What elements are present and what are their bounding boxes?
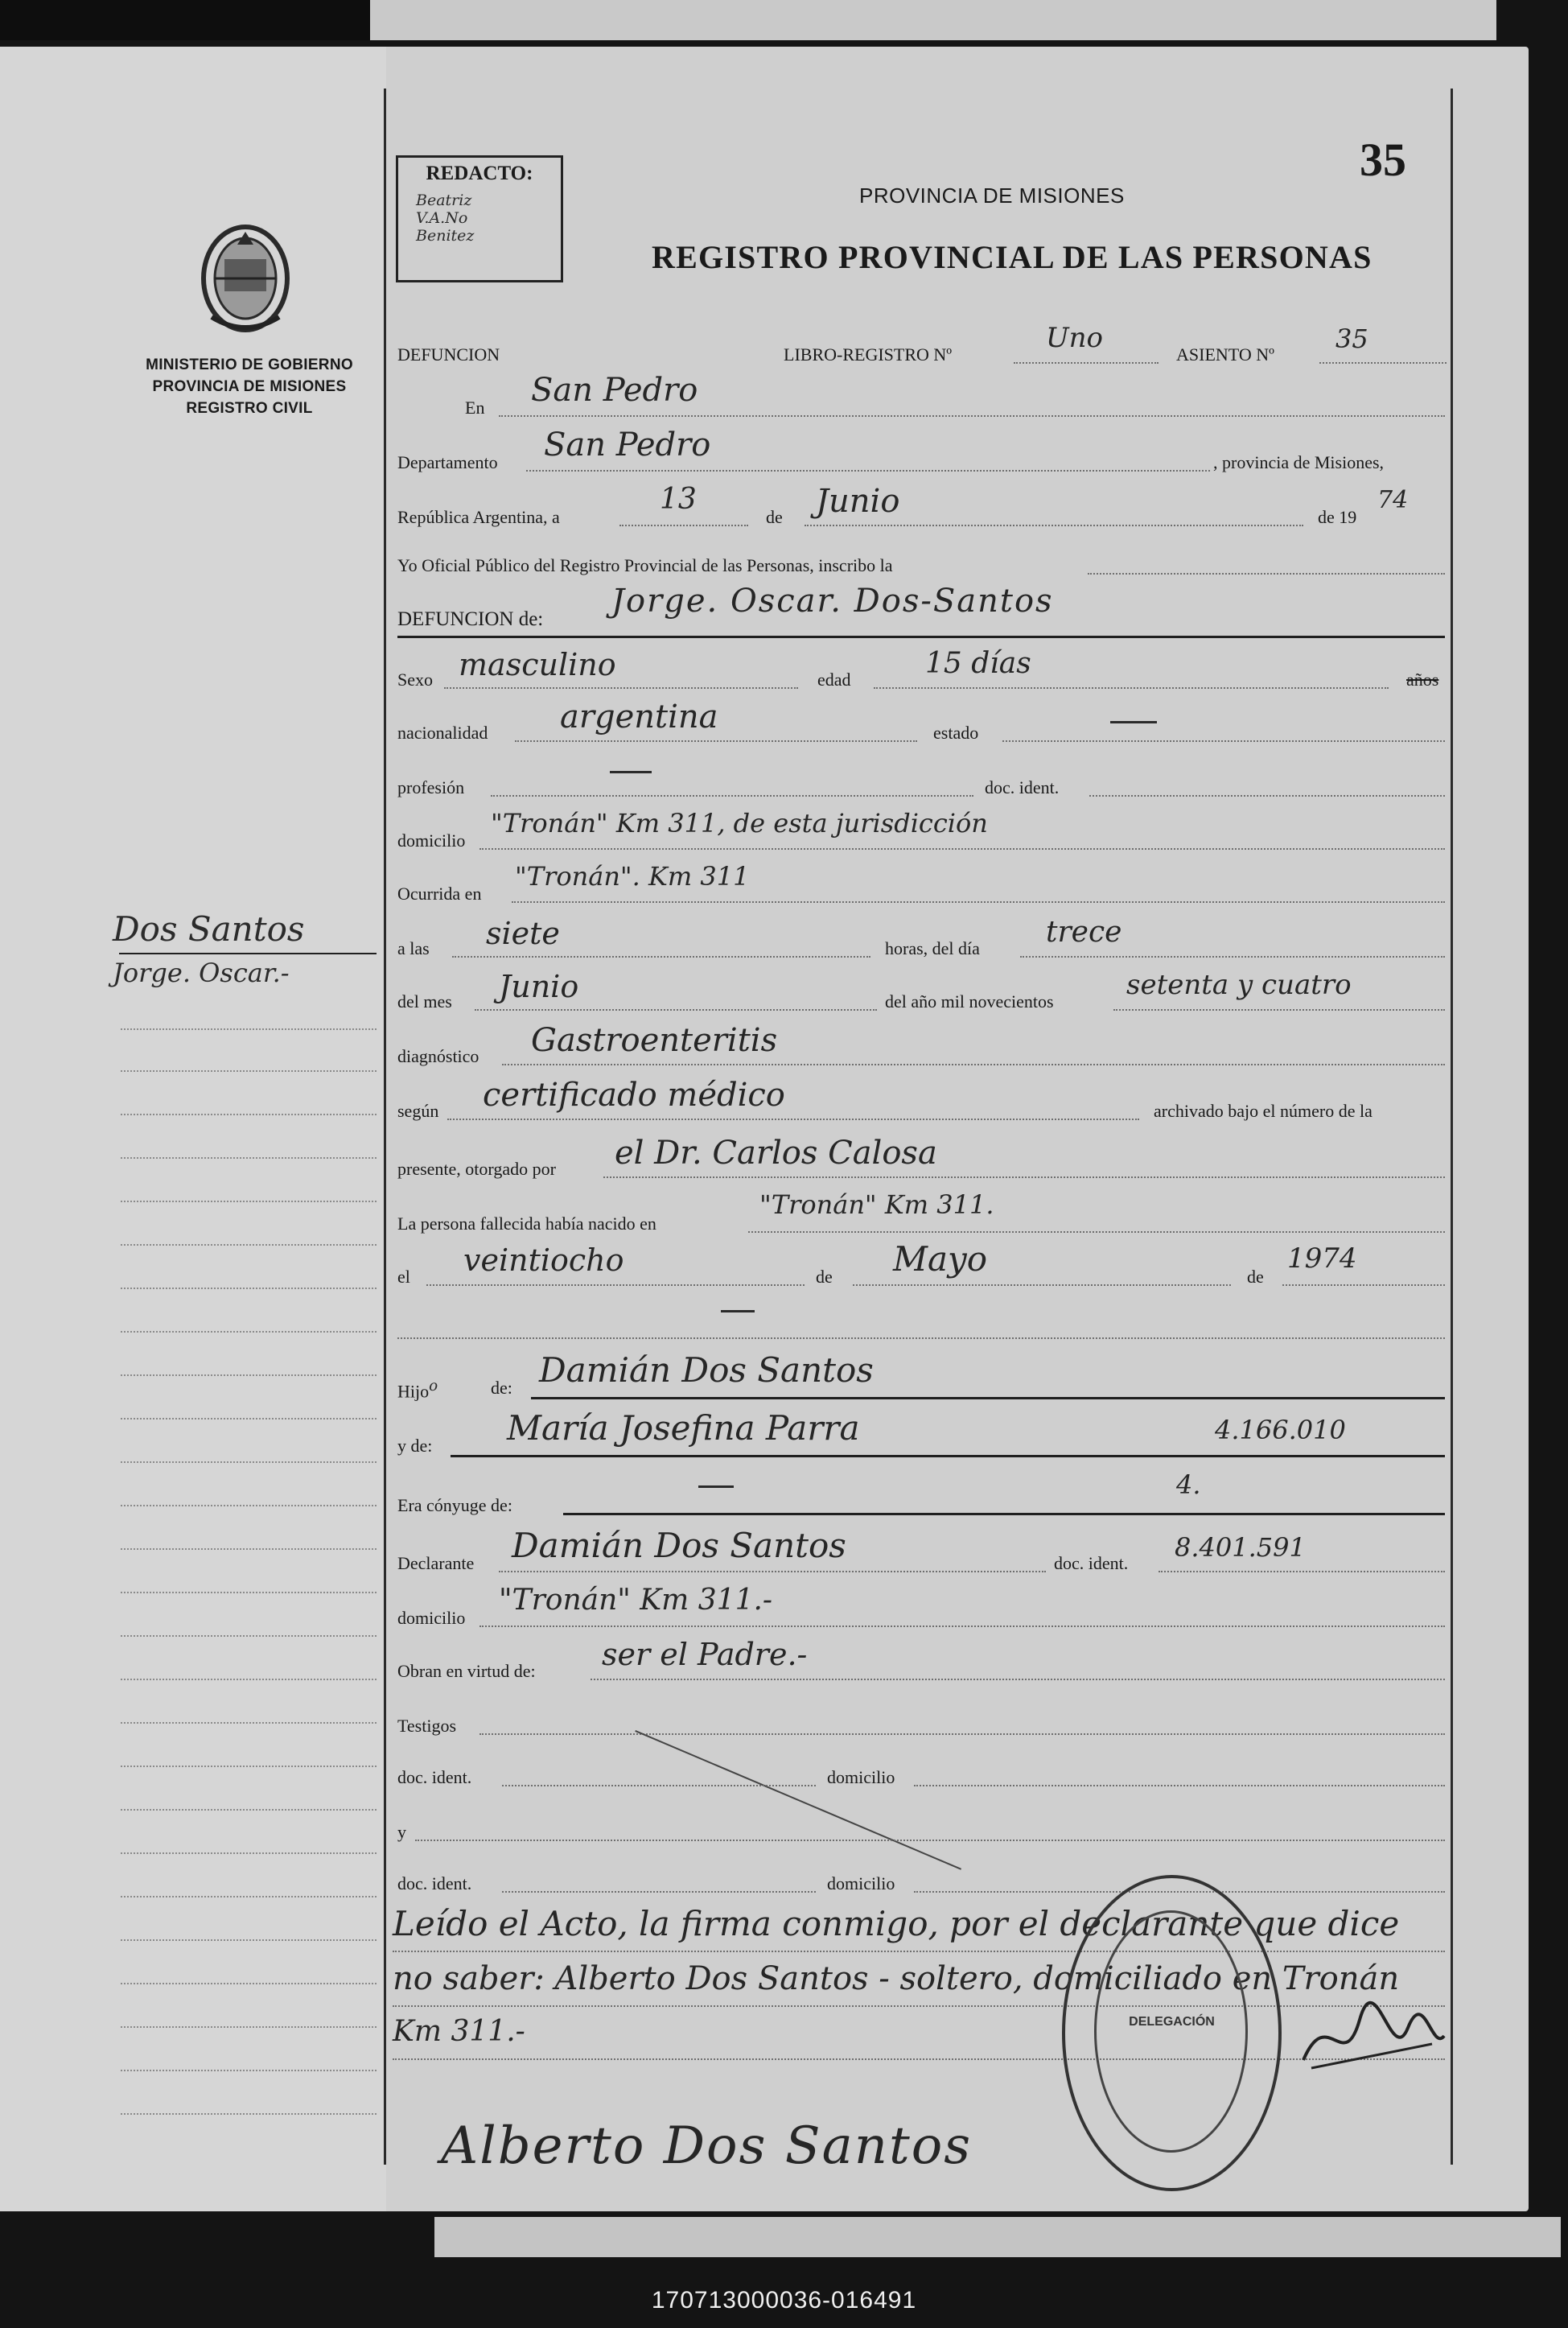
margin-rule [121,2113,377,2115]
en-value: San Pedro [531,372,698,409]
margin-rule [121,1983,377,1984]
oficial-dots [1088,573,1445,575]
departamento-value: San Pedro [544,426,711,464]
libro-dots [1014,362,1159,364]
anos-label: años [1406,670,1439,690]
deceased-name: Jorge. Oscar. Dos-Santos [611,583,1054,620]
margin-rule [121,1114,377,1115]
conyuge-mark: 4. [1176,1469,1201,1500]
mother-underline [451,1455,1445,1457]
ministry-line-1: MINISTERIO DE GOBIERNO [146,356,353,373]
provincia-suffix: , provincia de Misiones, [1213,452,1385,472]
libro-value: Uno [1046,322,1104,354]
right-margin-rule [1451,89,1453,2165]
departamento-dots [526,470,1210,472]
doc-ident-a-dots [502,1785,816,1786]
coat-of-arms-icon [195,220,296,341]
left-margin-rule [384,89,386,2165]
declarante-value: Damián Dos Santos [512,1526,846,1565]
margin-rule [121,1374,377,1376]
edad-dots [874,687,1389,689]
profesion-dots [491,795,973,797]
conyuge-blank-dash [698,1485,734,1488]
y-dots [415,1840,1445,1841]
obran-dots [591,1679,1445,1680]
margin-rule [121,1505,377,1506]
domicilio2-dots [479,1625,1445,1627]
delmes-value: Junio [499,969,579,1004]
oficial-text: Yo Oficial Público del Registro Provincial de las Personas, inscribo la [397,555,893,575]
month-dots [805,525,1303,526]
margin-rule [121,1244,377,1246]
departamento-label: Departamento [397,452,498,472]
alas-value: siete [486,916,560,951]
el-label: el [397,1267,410,1287]
de2-label: de [816,1267,833,1287]
nacido-label: La persona fallecida había nacido en [397,1213,656,1234]
segun-value: certificado médico [483,1077,785,1114]
official-signature [1295,1988,1448,2084]
stamp-text: DELEGACIÓN [1129,2015,1215,2029]
sexo-value: masculino [459,647,616,682]
obran-value: ser el Padre.- [602,1637,808,1672]
en-label: En [465,398,485,418]
deceased-underline [397,636,1445,638]
margin-rule [121,1722,377,1724]
margin-rule [121,1028,377,1030]
asiento-label: ASIENTO Nº [1176,344,1274,365]
doc-ident-a-label: doc. ident. [397,1767,472,1787]
domicilio-b-label: domicilio [827,1873,895,1893]
birth-month: Mayo [893,1239,988,1279]
declarante-doc-label: doc. ident. [1054,1553,1129,1573]
ocurrida-value: "Tronán". Km 311 [515,861,750,892]
doc-ident-b-label: doc. ident. [397,1873,472,1893]
presente-dots [603,1176,1445,1178]
scan-top-shadow [0,0,370,40]
domicilio2-value: "Tronán" Km 311.- [499,1584,773,1617]
defuncion-de-label: DEFUNCION de: [397,608,544,630]
doc-ident-label: doc. ident. [985,777,1060,797]
domicilio-label: domicilio [397,830,466,851]
declarante-dots [499,1571,1046,1572]
nacionalidad-label: nacionalidad [397,723,488,743]
archivado-label: archivado bajo el número de la [1154,1101,1373,1121]
estado-label: estado [933,723,979,743]
declarante-doc-dots [1159,1571,1445,1572]
stamp-inner-ring [1094,1910,1248,2153]
el-dots [426,1284,805,1286]
father-underline [531,1397,1445,1399]
margin-given-name: Jorge. Oscar.- [113,958,290,988]
margin-rule [121,1852,377,1854]
doc-ident-b-dots [502,1891,816,1893]
closing-dots-1 [393,1951,1445,1952]
margin-rule [121,1288,377,1289]
margin-rule [121,1635,377,1637]
conyuge-label: Era cónyuge de: [397,1495,512,1515]
de-label: de [766,507,783,527]
declarante-label: Declarante [397,1553,475,1573]
diagnostico-dots [502,1064,1445,1065]
margin-rule [121,2026,377,2028]
presente-label: presente, otorgado por [397,1159,556,1179]
next-page-edge [434,2217,1561,2257]
profesion-blank-dash [610,771,652,773]
margin-rule [121,1070,377,1072]
closing-line-3: Km 311.- [393,2015,525,2048]
nacionalidad-dots [515,740,917,742]
registry-title: REGISTRO PROVINCIAL DE LAS PERSONAS [652,239,1373,275]
declarante-doc: 8.401.591 [1175,1532,1306,1563]
father-name: Damián Dos Santos [539,1350,874,1390]
presente-value: el Dr. Carlos Calosa [615,1135,937,1172]
margin-rule [121,1157,377,1159]
edad-label: edad [817,670,851,690]
day-dots [619,525,748,526]
domicilio-a-dots [914,1785,1445,1786]
margin-rule [121,1461,377,1463]
segun-dots [447,1119,1139,1120]
hijo-de-label: de: [491,1378,512,1398]
ministry-line-2: PROVINCIA DE MISIONES [152,378,347,395]
blank-dash [721,1310,755,1312]
margin-rule [121,1331,377,1333]
declarant-signature: Alberto Dos Santos [441,2116,973,2176]
year-prefix: de 19 [1318,507,1357,527]
mother-name: María Josefina Parra [507,1408,860,1448]
diagnostico-value: Gastroenteritis [531,1022,778,1059]
horas-value: trece [1046,916,1122,949]
edad-value: 15 días [925,647,1031,680]
ocurrida-label: Ocurrida en [397,884,482,904]
domicilio2-label: domicilio [397,1608,466,1628]
testigos-label: Testigos [397,1716,457,1736]
alas-dots [452,956,870,958]
delano-label: del año mil novecientos [885,991,1054,1012]
birth-year: 1974 [1287,1242,1357,1275]
nacido-dots [748,1231,1445,1233]
alas-label: a las [397,938,430,958]
margin-rule [121,2070,377,2071]
segun-label: según [397,1101,439,1121]
margin-rule [121,1679,377,1680]
scan-id: 170713000036-016491 [651,2287,917,2314]
margin-rule [121,1939,377,1941]
asiento-dots [1319,362,1447,364]
closing-line-2: no saber: Alberto Dos Santos - soltero, domiciliado en Tronán [393,1960,1400,1997]
margin-rule [121,1548,377,1550]
libro-label: LIBRO-REGISTRO Nº [784,344,953,365]
closing-dots-2 [393,2005,1445,2007]
estado-dots [1002,740,1445,742]
el-value: veintiocho [463,1242,624,1278]
sexo-dots [444,687,798,689]
delmes-label: del mes [397,991,452,1012]
nacido-value: "Tronán" Km 311. [759,1189,994,1220]
doc-ident-dots [1089,795,1445,797]
delmes-dots [475,1009,877,1011]
sexo-label: Sexo [397,670,433,690]
margin-rule [121,1896,377,1897]
obran-label: Obran en virtud de: [397,1661,536,1681]
blank-line-dots [397,1337,1445,1339]
day-value: 13 [660,483,697,516]
delano-value: setenta y cuatro [1126,969,1352,1001]
hijo-label [397,1378,438,1402]
page-number: 35 [1360,134,1406,186]
ministry-header [121,354,378,419]
province-header: PROVINCIA DE MISIONES [859,183,1125,208]
testigos-dots [479,1733,1445,1735]
closing-dots-3 [393,2058,1445,2060]
margin-rule [121,1766,377,1767]
ocurrida-dots [512,901,1445,903]
redacto-names: Beatriz V.A.No Benitez [416,192,475,245]
redacto-box [396,155,563,282]
nacionalidad-value: argentina [560,698,718,735]
year-value: 74 [1377,486,1409,514]
domicilio-value: "Tronán" Km 311, de esta jurisdicción [491,808,988,838]
margin-rule [121,1418,377,1419]
hijo-superscript: o [429,1378,438,1395]
asiento-value: 35 [1335,323,1368,354]
redacto-title: REDACTO: [426,163,533,184]
defuncion-label: DEFUNCION [397,344,500,365]
birth-month-dots [853,1284,1231,1286]
margin-rule [121,1809,377,1811]
horas-label: horas, del día [885,938,980,958]
en-dots [499,415,1445,417]
margin-rule [121,1201,377,1202]
month-value: Junio [816,483,900,520]
hijo-text: Hijo [397,1381,430,1402]
conyuge-underline [563,1513,1445,1515]
margin-rule [121,1592,377,1593]
birth-year-dots [1282,1284,1445,1286]
republica-label: República Argentina, a [397,507,560,527]
delano-dots [1113,1009,1445,1011]
closing-line-1: Leído el Acto, la firma conmigo, por el declarante que dice [393,1904,1400,1943]
official-stamp [1062,1875,1282,2191]
previous-page-edge [370,0,1496,40]
profesion-label: profesión [397,777,465,797]
domicilio-a-label: domicilio [827,1767,895,1787]
horas-dots [1020,956,1445,958]
estado-blank-dash [1110,721,1157,723]
diagnostico-label: diagnóstico [397,1046,479,1066]
ministry-line-3: REGISTRO CIVIL [186,400,313,417]
y-label: y [397,1822,406,1842]
yde-label: y de: [397,1436,433,1456]
margin-surname-line [119,953,377,954]
mother-doc: 4.166.010 [1215,1415,1346,1445]
de3-label: de [1247,1267,1264,1287]
domicilio-dots [479,848,1445,850]
margin-surname: Dos Santos [113,909,305,949]
